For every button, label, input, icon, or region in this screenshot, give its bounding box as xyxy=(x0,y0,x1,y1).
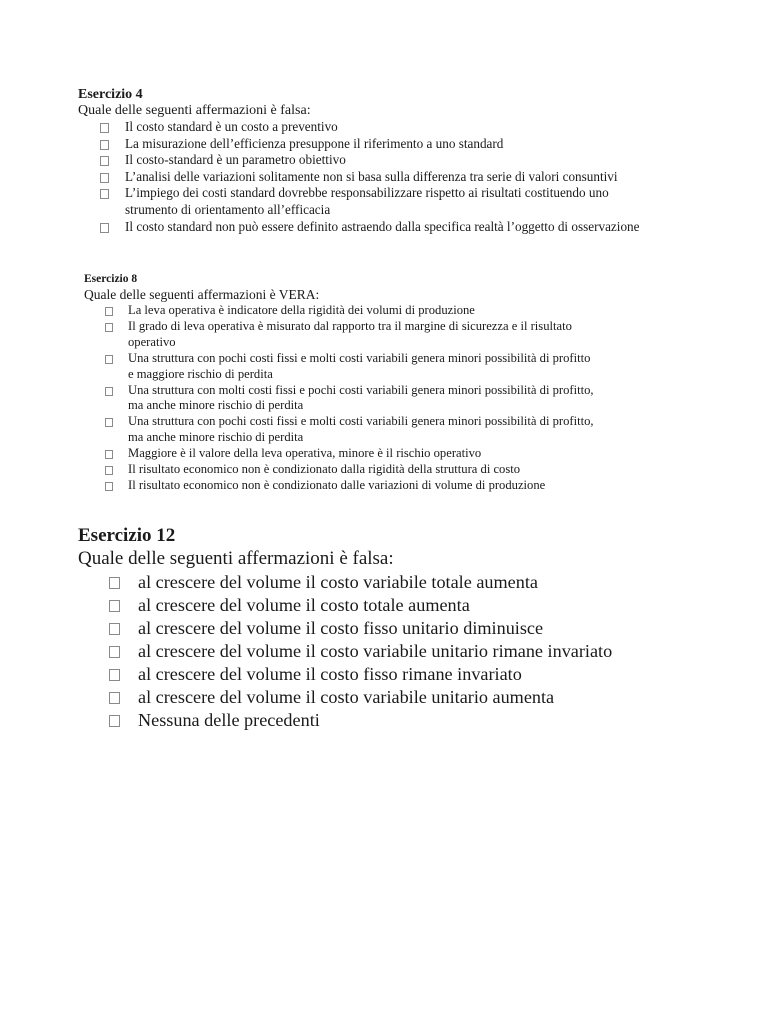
exercise-12-option-1[interactable] xyxy=(109,571,718,594)
exercise-12-options xyxy=(109,571,718,732)
option-text: La leva operativa è indicatore della rigidità dei volumi di produzione xyxy=(128,303,475,317)
option-text: Il grado di leva operativa è misurato dal rapporto tra il margine di sicurezza e il risultato xyxy=(128,318,572,333)
checkbox-icon[interactable] xyxy=(109,600,120,612)
exercise-8-option-5[interactable] xyxy=(105,414,704,430)
exercise-8-option-5-continued xyxy=(105,430,704,446)
option-text: strumento di orientamento all’efficacia xyxy=(125,201,331,217)
exercise-4-option-4[interactable] xyxy=(100,169,718,186)
checkbox-icon[interactable] xyxy=(100,140,109,150)
option-text: Una struttura con pochi costi fissi e molti costi variabili genera minori possibilità di profitto, xyxy=(128,414,594,429)
exercise-8-option-8[interactable] xyxy=(105,478,704,494)
exercise-8-option-2[interactable] xyxy=(105,319,704,335)
checkbox-icon[interactable] xyxy=(105,450,113,459)
checkbox-icon[interactable] xyxy=(100,156,109,166)
option-text: Maggiore è il valore della leva operativa, minore è il rischio operativo xyxy=(128,446,482,461)
exercise-8-option-4-continued xyxy=(105,398,704,414)
option-text: Nessuna delle precedenti xyxy=(138,710,320,730)
option-text: al crescere del volume il costo variabile unitario aumenta xyxy=(138,687,555,707)
exercise-12-option-3[interactable] xyxy=(109,617,718,640)
checkbox-icon[interactable] xyxy=(105,387,113,396)
exercise-8-option-3-continued xyxy=(105,367,704,383)
exercise-4 xyxy=(78,87,718,235)
checkbox-icon[interactable] xyxy=(105,323,113,332)
option-text: ma anche minore rischio di perdita xyxy=(128,398,304,413)
option-text: L’impiego dei costi standard dovrebbe responsabilizzare rispetto ai risultati costituendo uno xyxy=(125,185,609,201)
option-text: e maggiore rischio di perdita xyxy=(128,366,273,381)
exercise-4-question: Quale delle seguenti affermazioni è falsa: xyxy=(78,103,311,118)
option-text: Il costo standard non può essere definito astraendo dalla specifica realtà l’oggetto di osservazione xyxy=(125,218,640,234)
exercise-12-option-5[interactable] xyxy=(109,663,718,686)
checkbox-icon[interactable] xyxy=(105,418,113,427)
checkbox-icon[interactable] xyxy=(100,123,109,133)
exercise-12-option-4[interactable] xyxy=(109,640,718,663)
exercise-8-option-7[interactable] xyxy=(105,462,704,478)
exercise-4-option-5[interactable] xyxy=(100,185,718,202)
checkbox-icon[interactable] xyxy=(109,715,120,727)
checkbox-icon[interactable] xyxy=(100,189,109,199)
checkbox-icon[interactable] xyxy=(109,692,120,704)
exercise-8-options xyxy=(105,303,704,494)
option-text: Il risultato economico non è condizionato dalle variazioni di volume di produzione xyxy=(128,477,546,492)
exercise-8-option-2-continued xyxy=(105,335,704,351)
checkbox-icon[interactable] xyxy=(105,482,113,491)
option-text: Il costo standard è un costo a preventivo xyxy=(125,119,338,134)
exercise-4-option-1[interactable] xyxy=(100,119,718,136)
option-text: operativo xyxy=(128,334,176,349)
checkbox-icon[interactable] xyxy=(105,466,113,475)
exercise-12-option-6[interactable] xyxy=(109,686,718,709)
exercise-8-question: Quale delle seguenti affermazioni è VERA: xyxy=(84,287,320,302)
checkbox-icon[interactable] xyxy=(109,623,120,635)
checkbox-icon[interactable] xyxy=(105,355,113,364)
exercise-8-option-6[interactable] xyxy=(105,446,704,462)
option-text: La misurazione dell’efficienza presuppone il riferimento a uno standard xyxy=(125,135,504,151)
checkbox-icon[interactable] xyxy=(109,669,120,681)
option-text: ma anche minore rischio di perdita xyxy=(128,430,304,445)
exercise-4-option-3[interactable] xyxy=(100,152,718,169)
exercise-4-option-6[interactable] xyxy=(100,219,718,236)
exercise-4-title: Esercizio 4 xyxy=(78,87,143,102)
exercise-8 xyxy=(84,272,704,494)
option-text: Il costo-standard è un parametro obiettivo xyxy=(125,152,346,168)
exercise-8-option-1[interactable] xyxy=(105,303,704,319)
exercise-4-option-5-continued xyxy=(100,202,718,219)
exercise-12-title: Esercizio 12 xyxy=(78,525,176,546)
checkbox-icon[interactable] xyxy=(109,577,120,589)
checkbox-icon[interactable] xyxy=(100,173,109,183)
option-text: Il risultato economico non è condizionato dalla rigidità della struttura di costo xyxy=(128,462,521,477)
exercise-12-question: Quale delle seguenti affermazioni è falsa: xyxy=(78,548,394,569)
exercise-4-options xyxy=(100,119,718,235)
option-text: al crescere del volume il costo variabile unitario rimane invariato xyxy=(138,641,613,661)
exercise-12-option-2[interactable] xyxy=(109,594,718,617)
checkbox-icon[interactable] xyxy=(100,223,109,233)
option-text: Una struttura con molti costi fissi e pochi costi variabili genera minori possibilità di profitto, xyxy=(128,382,594,397)
exercise-12 xyxy=(78,525,718,732)
checkbox-icon[interactable] xyxy=(109,646,120,658)
option-text: al crescere del volume il costo fisso rimane invariato xyxy=(138,664,522,684)
checkbox-icon[interactable] xyxy=(105,307,113,316)
exercise-8-option-4[interactable] xyxy=(105,383,704,399)
option-text: Una struttura con pochi costi fissi e molti costi variabili genera minori possibilità di profitto xyxy=(128,350,591,365)
option-text: al crescere del volume il costo fisso unitario diminuisce xyxy=(138,618,544,638)
option-text: al crescere del volume il costo totale aumenta xyxy=(138,595,470,615)
exercise-8-option-3[interactable] xyxy=(105,351,704,367)
exercise-8-title: Esercizio 8 xyxy=(84,273,138,285)
exercise-4-option-2[interactable] xyxy=(100,136,718,153)
exercise-12-option-7[interactable] xyxy=(109,709,718,732)
option-text: al crescere del volume il costo variabile totale aumenta xyxy=(138,572,538,592)
option-text: L’analisi delle variazioni solitamente non si basa sulla differenza tra serie di valori consuntivi xyxy=(125,168,618,184)
